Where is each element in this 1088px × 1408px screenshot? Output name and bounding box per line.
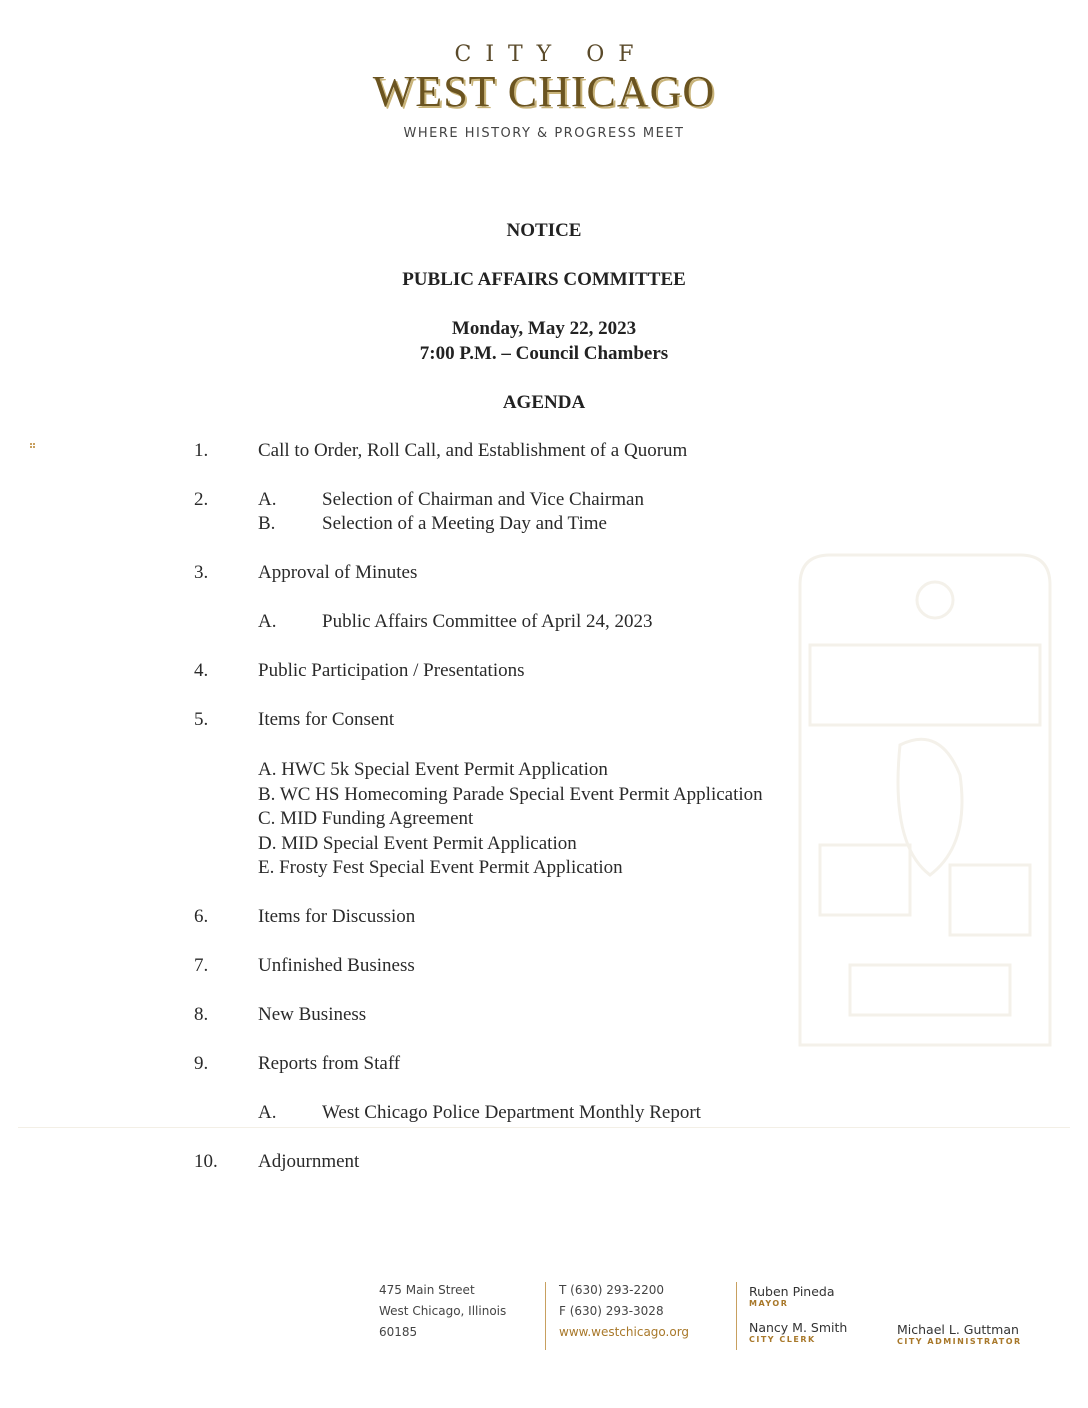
footer-contact xyxy=(559,1280,689,1343)
consent-item-text: D. MID Special Event Permit Application xyxy=(258,833,577,854)
agenda-item-text: Items for Discussion xyxy=(258,906,416,927)
footer-address xyxy=(379,1280,506,1343)
agenda-item-number: 10. xyxy=(194,1151,218,1172)
agenda-item-text: Adjournment xyxy=(258,1151,360,1172)
logo-city-name: WEST CHICAGO xyxy=(372,67,716,116)
agenda-item-number: 4. xyxy=(194,660,209,681)
agenda-item-number: 7. xyxy=(194,955,209,976)
agenda-item-number: 3. xyxy=(194,562,209,583)
agenda-item-text: Reports from Staff xyxy=(258,1053,401,1074)
consent-item-text: B. WC HS Homecoming Parade Special Event Permit Application xyxy=(258,784,763,805)
sub-item-letter: B. xyxy=(258,513,276,534)
official-name: Ruben Pineda xyxy=(749,1284,835,1299)
address-city: West Chicago, Illinois xyxy=(379,1304,507,1318)
footer-divider xyxy=(736,1282,737,1350)
agenda-item-text: Call to Order, Roll Call, and Establishment of a Quorum xyxy=(258,440,688,461)
official-role: CITY ADMINISTRATOR xyxy=(897,1337,1022,1346)
sub-item-letter: A. xyxy=(258,611,277,632)
official-administrator xyxy=(897,1322,1022,1347)
agenda-item-text: Approval of Minutes xyxy=(258,562,418,583)
logo-city-of: CITY OF xyxy=(454,42,648,67)
sub-item-letter: A. xyxy=(258,489,277,510)
website-link[interactable]: www.westchicago.org xyxy=(559,1325,690,1339)
scan-line xyxy=(18,1127,1070,1128)
agenda-item-number: 1. xyxy=(194,440,209,461)
official-clerk xyxy=(749,1320,847,1345)
agenda-item-text: Items for Consent xyxy=(258,709,395,730)
agenda-item-number: 2. xyxy=(194,489,209,510)
agenda-item-number: 9. xyxy=(194,1053,209,1074)
address-street: 475 Main Street xyxy=(379,1283,475,1297)
agenda-item-text: New Business xyxy=(258,1004,367,1025)
letterhead-footer xyxy=(0,1280,1088,1360)
consent-item-text: E. Frosty Fest Special Event Permit Application xyxy=(258,857,623,878)
official-role: MAYOR xyxy=(749,1299,789,1308)
official-name: Michael L. Guttman xyxy=(897,1322,1019,1337)
phone-number: T (630) 293-2200 xyxy=(559,1283,664,1297)
agenda-item-number: 6. xyxy=(194,906,209,927)
notice-heading: NOTICE xyxy=(506,220,582,241)
meeting-time-place: 7:00 P.M. – Council Chambers xyxy=(419,343,669,364)
agenda-item-number: 8. xyxy=(194,1004,209,1025)
footer-divider xyxy=(545,1282,546,1350)
address-zip: 60185 xyxy=(379,1325,418,1339)
sub-item-text: West Chicago Police Department Monthly Report xyxy=(322,1102,701,1123)
consent-item-text: C. MID Funding Agreement xyxy=(258,808,474,829)
official-name: Nancy M. Smith xyxy=(749,1320,848,1335)
sub-item-text: Selection of Chairman and Vice Chairman xyxy=(322,489,644,510)
agenda-item-number: 5. xyxy=(194,709,209,730)
logo-tagline: WHERE HISTORY & PROGRESS MEET xyxy=(403,126,685,141)
sub-item-text: Selection of a Meeting Day and Time xyxy=(322,513,607,534)
agenda-item-text: Unfinished Business xyxy=(258,955,415,976)
meeting-date: Monday, May 22, 2023 xyxy=(451,318,637,339)
agenda-item-text: Public Participation / Presentations xyxy=(258,660,525,681)
committee-name: PUBLIC AFFAIRS COMMITTEE xyxy=(402,269,686,290)
agenda-heading: AGENDA xyxy=(502,392,586,413)
sub-item-text: Public Affairs Committee of April 24, 2023 xyxy=(322,611,653,632)
sub-item-letter: A. xyxy=(258,1102,277,1123)
consent-item-text: A. HWC 5k Special Event Permit Application xyxy=(258,759,608,780)
fax-number: F (630) 293-3028 xyxy=(559,1304,664,1318)
official-role: CITY CLERK xyxy=(749,1335,816,1344)
official-mayor xyxy=(749,1284,835,1309)
